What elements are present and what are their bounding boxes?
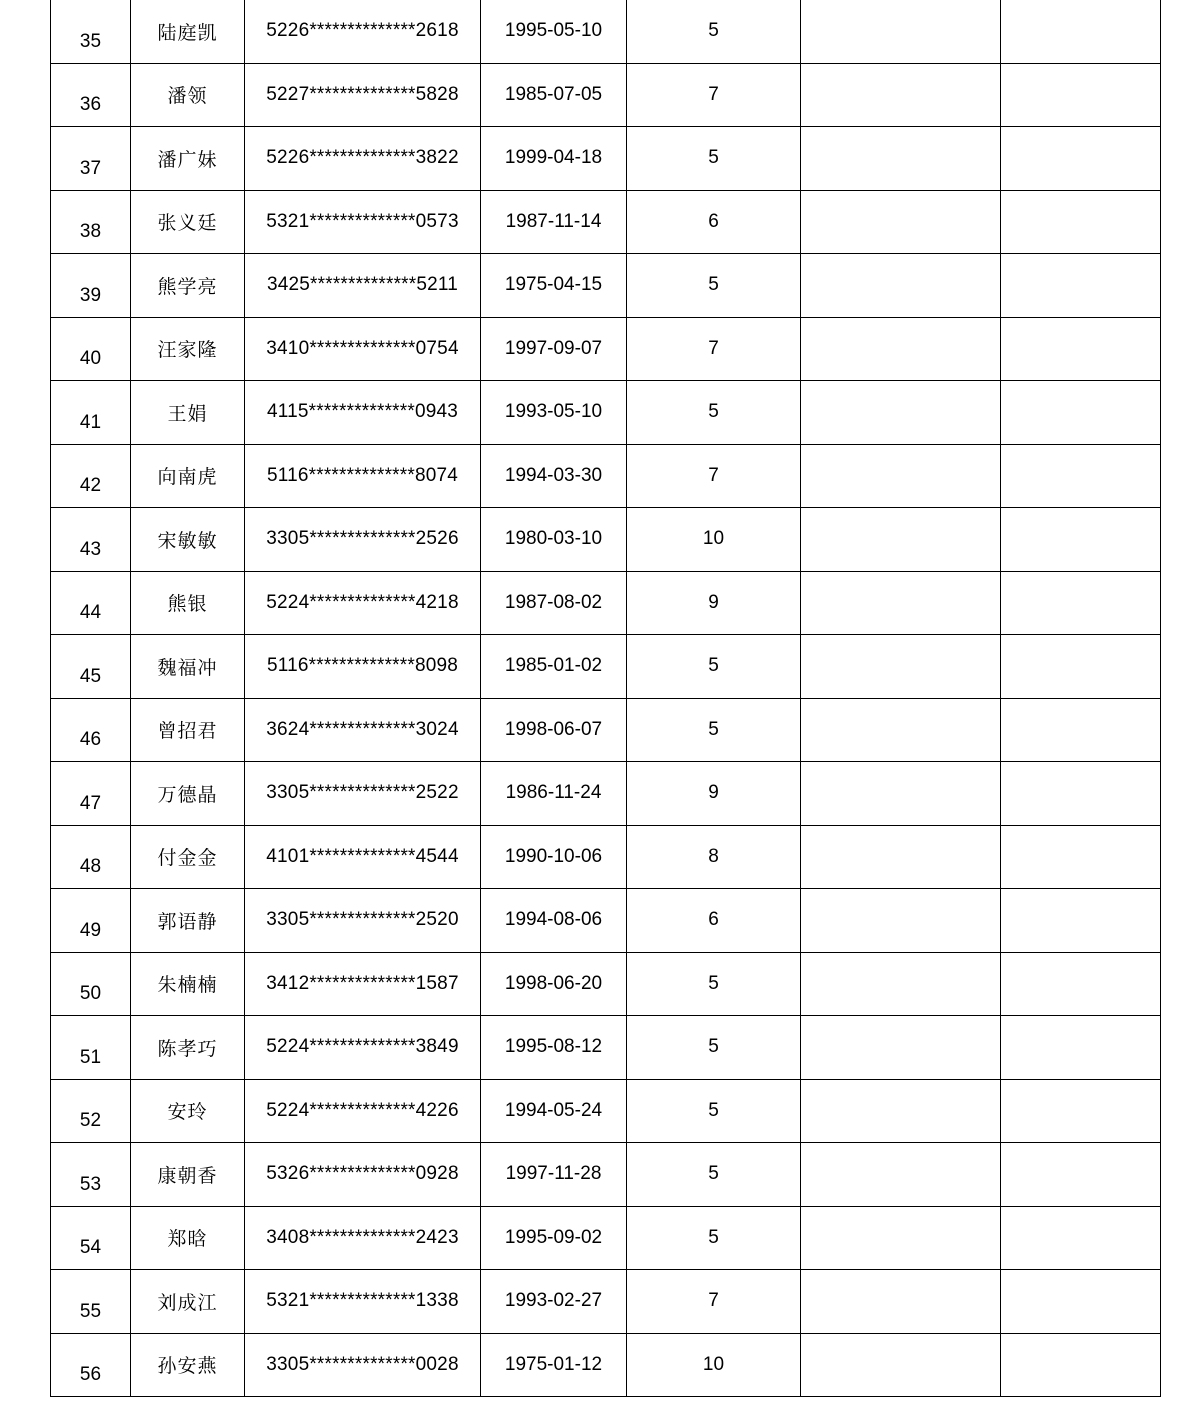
name-cell: 王娟 [131,381,245,445]
score-cell: 7 [627,1270,801,1334]
id-number-cell: 3412**************1587 [245,952,481,1016]
table-row [51,952,1161,1016]
row-number-cell: 39 [51,254,131,318]
name-cell: 刘成江 [131,1270,245,1334]
blank-cell-6 [801,1206,1001,1270]
blank-cell-7 [1001,444,1161,508]
score-cell: 5 [627,1206,801,1270]
row-number-cell: 38 [51,190,131,254]
id-number-cell: 3425**************5211 [245,254,481,318]
roster-table [50,0,1161,1397]
blank-cell-7 [1001,0,1161,63]
birth-date-cell: 1994-05-24 [481,1079,627,1143]
blank-cell-6 [801,1143,1001,1207]
blank-cell-7 [1001,254,1161,318]
score-cell: 5 [627,1079,801,1143]
id-number-cell: 3305**************2520 [245,889,481,953]
id-number-cell: 5224**************3849 [245,1016,481,1080]
blank-cell-7 [1001,1333,1161,1397]
id-number-cell: 5224**************4226 [245,1079,481,1143]
table-row [51,317,1161,381]
name-cell: 潘领 [131,63,245,127]
blank-cell-6 [801,952,1001,1016]
name-cell: 付金金 [131,825,245,889]
blank-cell-7 [1001,952,1161,1016]
name-cell: 陆庭凯 [131,0,245,63]
table-row [51,190,1161,254]
roster-table-body [51,0,1161,1397]
score-cell: 5 [627,0,801,63]
birth-date-cell: 1987-11-14 [481,190,627,254]
id-number-cell: 5116**************8074 [245,444,481,508]
name-cell: 孙安燕 [131,1333,245,1397]
name-cell: 汪家隆 [131,317,245,381]
blank-cell-7 [1001,1206,1161,1270]
row-number-cell: 37 [51,127,131,191]
blank-cell-7 [1001,889,1161,953]
score-cell: 5 [627,698,801,762]
birth-date-cell: 1995-08-12 [481,1016,627,1080]
blank-cell-6 [801,825,1001,889]
blank-cell-6 [801,63,1001,127]
id-number-cell: 5326**************0928 [245,1143,481,1207]
blank-cell-7 [1001,1143,1161,1207]
blank-cell-6 [801,762,1001,826]
name-cell: 向南虎 [131,444,245,508]
birth-date-cell: 1985-07-05 [481,63,627,127]
table-row [51,1206,1161,1270]
blank-cell-6 [801,317,1001,381]
birth-date-cell: 1997-11-28 [481,1143,627,1207]
row-number-cell: 43 [51,508,131,572]
table-row [51,1270,1161,1334]
row-number-cell: 53 [51,1143,131,1207]
birth-date-cell: 1994-08-06 [481,889,627,953]
name-cell: 郭语静 [131,889,245,953]
birth-date-cell: 1987-08-02 [481,571,627,635]
table-row [51,889,1161,953]
table-row [51,63,1161,127]
name-cell: 张义廷 [131,190,245,254]
birth-date-cell: 1975-01-12 [481,1333,627,1397]
blank-cell-6 [801,444,1001,508]
blank-cell-6 [801,254,1001,318]
id-number-cell: 5226**************2618 [245,0,481,63]
name-cell: 康朝香 [131,1143,245,1207]
birth-date-cell: 1999-04-18 [481,127,627,191]
blank-cell-6 [801,127,1001,191]
name-cell: 万德晶 [131,762,245,826]
score-cell: 5 [627,1016,801,1080]
score-cell: 6 [627,190,801,254]
blank-cell-6 [801,889,1001,953]
blank-cell-6 [801,571,1001,635]
row-number-cell: 36 [51,63,131,127]
table-row [51,825,1161,889]
blank-cell-7 [1001,508,1161,572]
blank-cell-7 [1001,825,1161,889]
blank-cell-6 [801,190,1001,254]
birth-date-cell: 1993-02-27 [481,1270,627,1334]
name-cell: 熊银 [131,571,245,635]
name-cell: 朱楠楠 [131,952,245,1016]
id-number-cell: 5321**************0573 [245,190,481,254]
birth-date-cell: 1985-01-02 [481,635,627,699]
id-number-cell: 5226**************3822 [245,127,481,191]
row-number-cell: 55 [51,1270,131,1334]
row-number-cell: 44 [51,571,131,635]
blank-cell-6 [801,1270,1001,1334]
id-number-cell: 3305**************2526 [245,508,481,572]
blank-cell-7 [1001,190,1161,254]
table-row [51,762,1161,826]
table-row [51,1143,1161,1207]
row-number-cell: 45 [51,635,131,699]
row-number-cell: 56 [51,1333,131,1397]
blank-cell-6 [801,1079,1001,1143]
id-number-cell: 5321**************1338 [245,1270,481,1334]
score-cell: 8 [627,825,801,889]
blank-cell-7 [1001,635,1161,699]
birth-date-cell: 1980-03-10 [481,508,627,572]
blank-cell-6 [801,381,1001,445]
name-cell: 宋敏敏 [131,508,245,572]
birth-date-cell: 1998-06-07 [481,698,627,762]
name-cell: 熊学亮 [131,254,245,318]
score-cell: 5 [627,1143,801,1207]
name-cell: 郑晗 [131,1206,245,1270]
id-number-cell: 5224**************4218 [245,571,481,635]
blank-cell-6 [801,698,1001,762]
id-number-cell: 5116**************8098 [245,635,481,699]
score-cell: 5 [627,952,801,1016]
blank-cell-7 [1001,317,1161,381]
row-number-cell: 54 [51,1206,131,1270]
score-cell: 5 [627,381,801,445]
name-cell: 潘广妹 [131,127,245,191]
blank-cell-6 [801,1016,1001,1080]
row-number-cell: 52 [51,1079,131,1143]
row-number-cell: 51 [51,1016,131,1080]
blank-cell-7 [1001,762,1161,826]
table-row [51,0,1161,63]
blank-cell-7 [1001,381,1161,445]
row-number-cell: 50 [51,952,131,1016]
blank-cell-7 [1001,1079,1161,1143]
blank-cell-7 [1001,63,1161,127]
name-cell: 魏福冲 [131,635,245,699]
score-cell: 5 [627,127,801,191]
blank-cell-6 [801,508,1001,572]
id-number-cell: 3305**************0028 [245,1333,481,1397]
id-number-cell: 4115**************0943 [245,381,481,445]
row-number-cell: 49 [51,889,131,953]
score-cell: 6 [627,889,801,953]
table-row [51,698,1161,762]
row-number-cell: 40 [51,317,131,381]
name-cell: 陈孝巧 [131,1016,245,1080]
blank-cell-7 [1001,571,1161,635]
birth-date-cell: 1995-05-10 [481,0,627,63]
id-number-cell: 3408**************2423 [245,1206,481,1270]
birth-date-cell: 1998-06-20 [481,952,627,1016]
table-row [51,254,1161,318]
table-row [51,1016,1161,1080]
birth-date-cell: 1986-11-24 [481,762,627,826]
blank-cell-6 [801,635,1001,699]
row-number-cell: 42 [51,444,131,508]
row-number-cell: 41 [51,381,131,445]
table-row [51,571,1161,635]
id-number-cell: 3624**************3024 [245,698,481,762]
birth-date-cell: 1994-03-30 [481,444,627,508]
table-row [51,444,1161,508]
row-number-cell: 48 [51,825,131,889]
birth-date-cell: 1993-05-10 [481,381,627,445]
name-cell: 安玲 [131,1079,245,1143]
name-cell: 曾招君 [131,698,245,762]
blank-cell-7 [1001,698,1161,762]
score-cell: 10 [627,508,801,572]
table-row [51,635,1161,699]
table-row [51,127,1161,191]
score-cell: 5 [627,635,801,699]
birth-date-cell: 1975-04-15 [481,254,627,318]
score-cell: 9 [627,762,801,826]
birth-date-cell: 1995-09-02 [481,1206,627,1270]
score-cell: 7 [627,317,801,381]
table-row [51,381,1161,445]
table-row [51,508,1161,572]
blank-cell-7 [1001,1270,1161,1334]
blank-cell-6 [801,1333,1001,1397]
row-number-cell: 35 [51,0,131,63]
blank-cell-6 [801,0,1001,63]
table-row [51,1333,1161,1397]
blank-cell-7 [1001,127,1161,191]
score-cell: 9 [627,571,801,635]
id-number-cell: 4101**************4544 [245,825,481,889]
birth-date-cell: 1990-10-06 [481,825,627,889]
id-number-cell: 5227**************5828 [245,63,481,127]
id-number-cell: 3410**************0754 [245,317,481,381]
birth-date-cell: 1997-09-07 [481,317,627,381]
score-cell: 7 [627,63,801,127]
score-cell: 10 [627,1333,801,1397]
table-row [51,1079,1161,1143]
score-cell: 5 [627,254,801,318]
row-number-cell: 47 [51,762,131,826]
score-cell: 7 [627,444,801,508]
id-number-cell: 3305**************2522 [245,762,481,826]
row-number-cell: 46 [51,698,131,762]
blank-cell-7 [1001,1016,1161,1080]
